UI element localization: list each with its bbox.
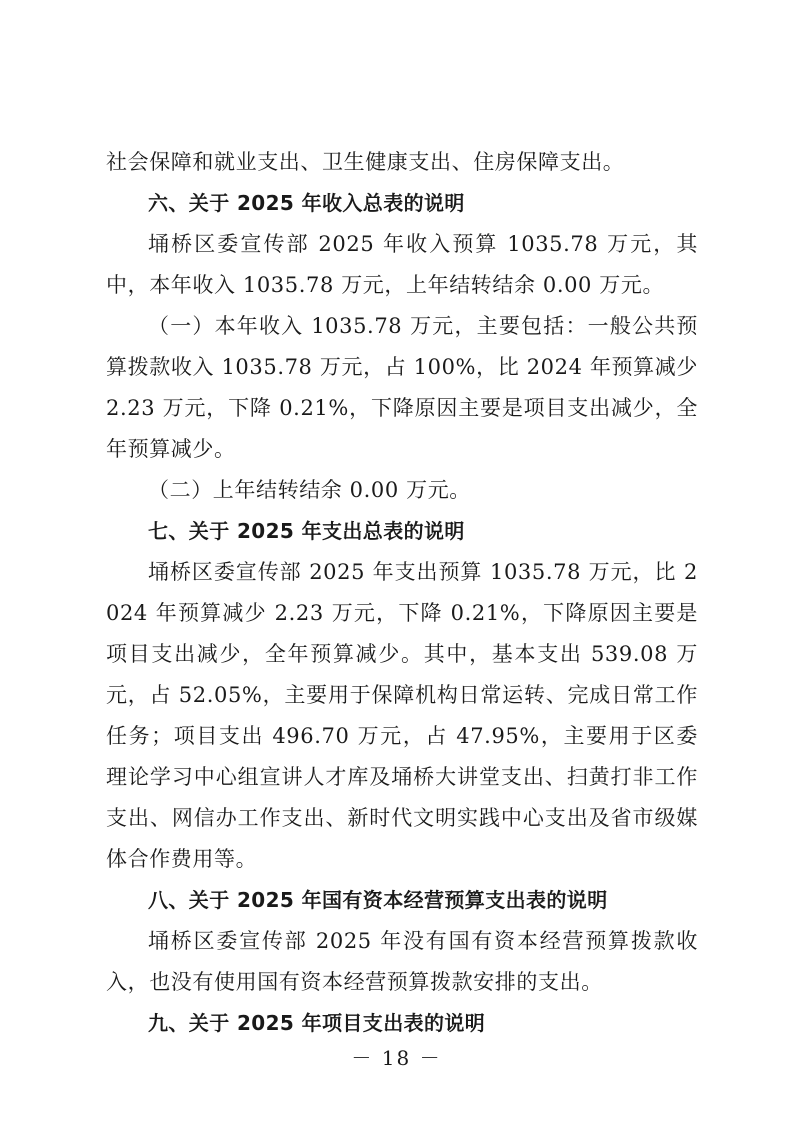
section-heading-8: 八、关于 2025 年国有资本经营预算支出表的说明 [148,888,608,912]
paragraph-continued: 社会保障和就业支出、卫生健康支出、住房保障支出。 [106,150,625,174]
section-heading-6: 六、关于 2025 年收入总表的说明 [148,191,465,215]
section-heading-7: 七、关于 2025 年支出总表的说明 [148,519,465,543]
paragraph-state-capital: 埇桥区委宣传部 2025 年没有国有资本经营预算拨款收入，也没有使用国有资本经营预算拨款安排的支出。 [106,929,698,994]
paragraph-current-year-income: （一）本年收入 1035.78 万元，主要包括：一般公共预算拨款收入 1035.78 万元，占 100%，比 2024 年预算减少 2.23 万元，下降 0.21%，下降原因主要是项目支出减少，全年预算减少。 [106,314,698,461]
section-heading-9: 九、关于 2025 年项目支出表的说明 [148,1011,486,1035]
paragraph-income-summary: 埇桥区委宣传部 2025 年收入预算 1035.78 万元，其中，本年收入 1035.78 万元，上年结转结余 0.00 万元。 [106,232,698,297]
document-body [106,142,698,1044]
paragraph-carryover: （二）上年结转结余 0.00 万元。 [148,478,471,502]
page-number: － 18 － [351,1046,442,1070]
paragraph-expenditure-summary: 埇桥区委宣传部 2025 年支出预算 1035.78 万元，比 2024 年预算减少 2.23 万元，下降 0.21%，下降原因主要是项目支出减少，全年预算减少。其中，基本支出 539.08 万元，占 52.05%，主要用于保障机构日常运转、完成日常工作任务；项目支出 496.70 万元，占 47.95%，主要用于区委理论学习中心组宣讲人才库及埇桥大讲堂支出、扫黄打非工作支出、网信办工作支出、新时代文明实践中心支出及省市级媒体合作费用等。 [106,560,698,871]
